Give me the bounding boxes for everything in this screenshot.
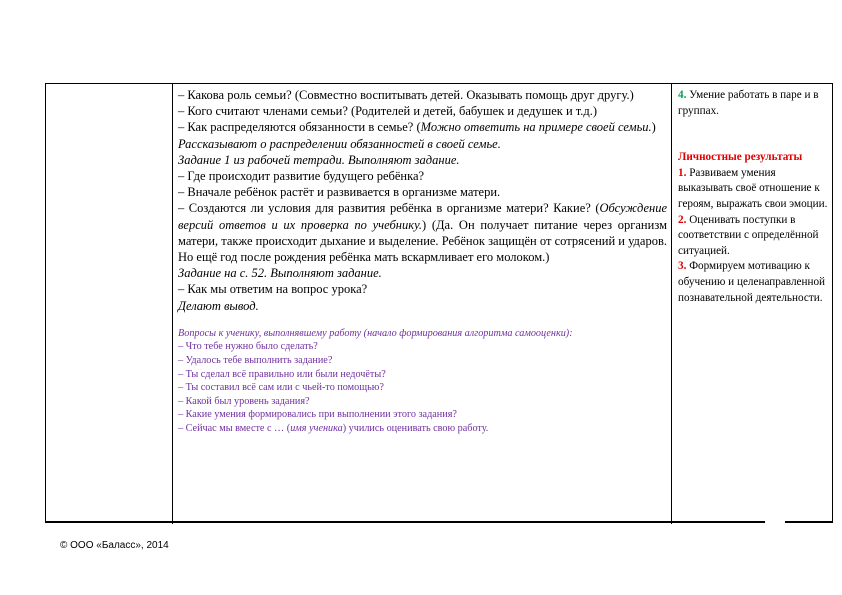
dialogue-text: – Как мы ответим на вопрос урока?	[178, 282, 368, 297]
dialogue-text: – Какова роль семьи? (Совместно воспитывать детей. Оказывать помощь друг другу.)	[178, 88, 634, 102]
result-text: Развиваем умения выказывать своё отношение к героям, выражать свои эмоции.	[678, 166, 828, 210]
dialogue-line	[178, 87, 667, 103]
self-assessment-questions	[178, 327, 667, 436]
dialogue-text: – Кого считают членами семьи? (Родителей и детей, бабушек и дедушек и т.д.)	[178, 104, 598, 119]
dialogue-line	[178, 281, 667, 297]
dialogue-text: Можно ответить на примере своей семьи.	[420, 120, 652, 135]
question-text: – Какие умения формировались при выполнении этого задания?	[178, 409, 457, 421]
dialogue-text: Задание на с. 52. Выполняют задание.	[178, 266, 382, 281]
question-line	[178, 422, 667, 436]
dialogue-line	[178, 184, 667, 200]
question-line	[178, 368, 667, 382]
result-number: 1.	[678, 166, 687, 179]
personal-result-item	[678, 259, 830, 306]
question-text: – Какой был уровень задания?	[178, 395, 310, 407]
dialogue-lines	[178, 87, 667, 314]
table-bottom-rule	[45, 521, 765, 523]
result-number: 3.	[678, 260, 687, 273]
question-line	[178, 381, 667, 395]
dialogue-line	[178, 103, 667, 119]
dialogue-line	[178, 168, 667, 184]
lesson-table	[45, 83, 833, 523]
personal-result-item	[678, 166, 830, 213]
personal-results-heading: Личностные результаты	[678, 151, 803, 164]
question-text: ) учились оценивать свою работу.	[342, 423, 489, 434]
dialogue-text: Задание 1 из рабочей тетради. Выполняют задание.	[178, 152, 460, 167]
results-cell	[678, 88, 830, 306]
question-text: – Ты составил всё сам или с чьей-то помощью?	[178, 382, 384, 394]
question-line	[178, 354, 667, 368]
question-line	[178, 327, 667, 341]
copyright-footer: © ООО «Баласс», 2014	[60, 540, 169, 551]
dialogue-text: – Где происходит развитие будущего ребёнка?	[178, 169, 425, 184]
dialogue-text: Делают вывод.	[178, 298, 259, 313]
dialogue-text: Обсуждение версий ответов и их проверка по учебнику.	[178, 201, 667, 232]
dialogue-line	[178, 136, 667, 152]
personal-result-item	[678, 213, 830, 260]
question-text: Вопросы к ученику, выполнявшему работу (начало формирования алгоритма самооценки):	[178, 327, 573, 339]
personal-results-list	[678, 166, 830, 306]
question-line	[178, 340, 667, 354]
question-text: – Удалось тебе выполнить задание?	[178, 355, 333, 367]
dialogue-line	[178, 298, 667, 314]
dialogue-line	[178, 152, 667, 168]
question-text: – Что тебе нужно было сделать?	[178, 341, 318, 353]
column-divider	[172, 84, 173, 524]
dialogue-text: – Создаются ли условия для развития ребёнка в организме матери? Какие? (	[178, 201, 600, 216]
table-bottom-rule	[785, 521, 833, 523]
question-text: имя ученика	[290, 423, 343, 434]
dialogue-text: – Как распределяются обязанности в семье? (	[178, 120, 421, 135]
dialogue-text: Рассказывают о распределении обязанностей в своей семье.	[178, 136, 501, 151]
dialogue-text: – Вначале ребёнок растёт и развивается в организме матери.	[178, 185, 501, 200]
dialogue-text: ) (Да. Он получает питание через организм матери, также происходит дыхание и выделение. Ребёнок защищён от сотрясений и ударов. Но ещё год после рождения ребёнка мать вскармливает его молоком.)	[178, 217, 667, 265]
dialogue-line	[178, 200, 667, 265]
question-text: – Ты сделал всё правильно или были недочёты?	[178, 368, 386, 380]
question-line	[178, 395, 667, 409]
result-text: Оценивать поступки в соответствии с определённой ситуацией.	[678, 213, 819, 257]
question-line	[178, 408, 667, 422]
question-text: – Сейчас мы вместе с … (	[178, 423, 291, 434]
column-divider	[671, 84, 672, 524]
dialogue-line	[178, 119, 667, 135]
dialogue-text: )	[651, 120, 656, 135]
result-number: 2.	[678, 213, 687, 226]
result-text: Формируем мотивацию к обучению и целенаправленной познавательной деятельности.	[678, 260, 826, 304]
lesson-content-cell	[178, 87, 667, 436]
result-item-4: 4. Умение работать в паре и в группах.	[678, 89, 819, 117]
dialogue-line	[178, 265, 667, 281]
